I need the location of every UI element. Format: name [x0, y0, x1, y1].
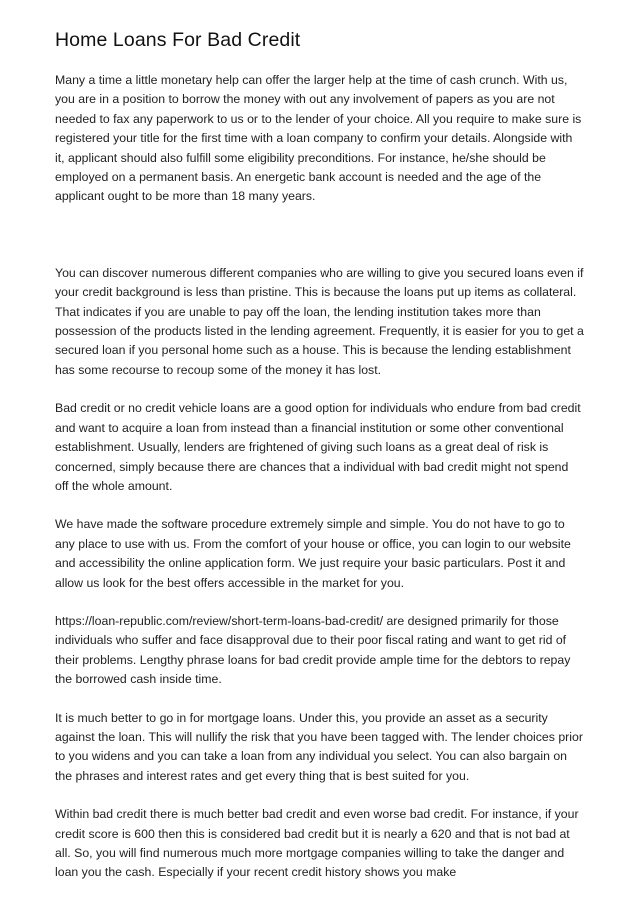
- paragraph-vehicle-loans: Bad credit or no credit vehicle loans are a good option for individuals who endure from bad credit and want to acquire a loan from instead than a financial institution or some other conventional establishment. Usually, lenders are frightened of giving such loans as a great deal of risk is concerned, simply because there are chances that a individual with bad credit might not spend off the whole amount.: [55, 401, 581, 493]
- paragraph-secured-loans: You can discover numerous different companies who are willing to give you secured loans even if your credit background is less than pristine. This is because the loans put up items as collateral. That indicates if you are unable to pay off the loan, the lending institution takes more than possession of the products listed in the lending agreement. Frequently, it is easier for you to get a secured loan if you personal home such as a house. This is because the lending establishment has some recourse to recoup some of the money it has lost.: [55, 265, 584, 377]
- paragraph-application: We have made the software procedure extremely simple and simple. You do not have to go to any place to use with us. From the comfort of your house or office, you can login to our website and accessibility the online application form. We just require your basic particulars. Post it and allow us look for the best offers accessible in the market for you.: [55, 517, 571, 590]
- paragraph-credit-score: Within bad credit there is much better bad credit and even worse bad credit. For instance, if your credit score is 600 then this is considered bad credit but it is nearly a 620 and that is not bad at all. So, you will find numerous much more mortgage companies willing to take the danger and loan you the cash. Especially if your recent credit history shows you make: [55, 807, 579, 880]
- paragraph-intro: Many a time a little monetary help can offer the larger help at the time of cash crunch. With us, you are in a position to borrow the money with out any involvement of papers as you are not needed to fax any paperwork to us or to the lender of your choice. All you require to make sure is registered your title for the first time with a loan company to confirm your details. Alongside with it, applicant should also fulfill some eligibility preconditions. For instance, he/she should be employed on a permanent basis. An energetic bank account is needed and the age of the applicant ought to be more than 18 many years.: [55, 73, 582, 204]
- document-page: [55, 28, 585, 902]
- document-title: Home Loans For Bad Credit: [55, 29, 301, 51]
- paragraph-mortgage-loans: It is much better to go in for mortgage loans. Under this, you provide an asset as a security against the loan. This will nullify the risk that you have been tagged with. The lender choices prior to you widens and you can take a loan from any individual you select. You can also bargain on the phrases and interest rates and get every thing that is best suited for you.: [55, 710, 583, 783]
- paragraph-long-term-loans: https://loan-republic.com/review/short-term-loans-bad-credit/ are designed primarily for those individuals who suffer and face disapproval due to their poor fiscal rating and want to get rid of their problems. Lengthy phrase loans for bad credit provide ample time for the debtors to repay the borrowed cash inside time.: [55, 613, 571, 687]
